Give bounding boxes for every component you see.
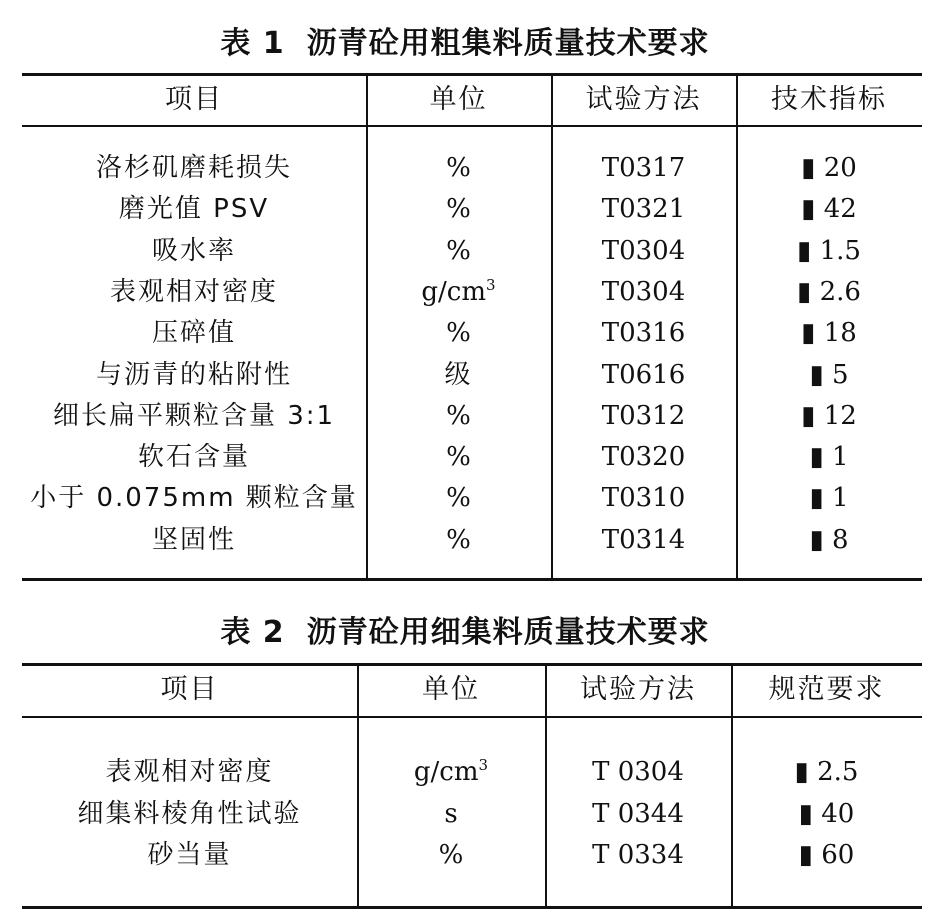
table1-row-method-cell: T0304	[601, 276, 686, 307]
table1-row-method-cell: T0312	[601, 400, 686, 431]
table1-row-item-cell: 洛杉矶磨耗损失	[95, 153, 292, 183]
table1-header-rule	[22, 125, 922, 127]
table1-row-method-cell: T0314	[601, 524, 686, 555]
table2-row-item-cell: 砂当量	[147, 840, 232, 870]
table2-row-unit-cell	[357, 752, 545, 792]
table1-row-method-cell: T0310	[601, 483, 686, 514]
table1-row-method-cell: T0320	[601, 442, 686, 473]
table1-header-item: 项目	[165, 84, 223, 115]
unit-superscript: 3	[478, 756, 489, 774]
table1-row-unit-cell	[366, 148, 551, 188]
table1-row-item-cell: 软石含量	[137, 442, 250, 473]
table2-row-item-cell: 表观相对密度	[105, 757, 274, 787]
table1-row-item-cell: 压碎值	[151, 318, 236, 349]
table2-row-method-cell: T 0344	[592, 798, 684, 829]
unit-text: g/cm	[421, 276, 487, 307]
unit-text: 级	[444, 359, 473, 390]
table1-row-unit-cell	[366, 313, 551, 353]
table1-row-item-cell: 表观相对密度	[109, 276, 278, 307]
unit-text: %	[446, 194, 471, 225]
unit-text: %	[446, 400, 471, 431]
table1-row-item-cell: 吸水率	[151, 235, 236, 266]
table1-row-item-cell: 磨光值 PSV	[118, 194, 270, 225]
unit-text: %	[438, 840, 464, 870]
table1-row-unit-cell	[366, 189, 551, 229]
table2-top-rule	[22, 663, 922, 666]
table2-row-method-cell: T 0304	[592, 757, 684, 787]
table1-top-rule	[22, 73, 922, 76]
table1-row-method-cell: T0304	[601, 235, 686, 266]
table1-row-unit-cell	[366, 231, 551, 271]
table1-row-spec-cell: ▮ 20	[801, 153, 857, 183]
unit-text: s	[444, 798, 458, 829]
table1-header-unit: 单位	[429, 84, 488, 115]
table1-row-method-cell: T0321	[601, 194, 686, 225]
table2-header-rule	[22, 716, 922, 718]
table1-row-method-cell: T0316	[601, 318, 686, 349]
table2-bottom-rule	[22, 906, 922, 909]
table1-row-item-cell: 细长扁平颗粒含量 3:1	[52, 400, 336, 431]
table2-header-spec: 规范要求	[768, 674, 885, 705]
table1-row-spec-cell: ▮ 2.6	[797, 276, 861, 307]
table2-row-unit-cell	[357, 794, 545, 834]
table1-row-item-cell: 小于 0.075mm 颗粒含量	[30, 483, 358, 514]
table1-row-unit-cell	[366, 355, 551, 395]
table1-row-spec-cell: ▮ 12	[801, 400, 857, 431]
table1-number: 表 1	[220, 26, 285, 61]
table1-title	[0, 18, 930, 62]
table1-row-unit-cell	[366, 396, 551, 436]
table1-row-spec-cell: ▮ 1.5	[797, 235, 861, 266]
table1-header-spec: 技术指标	[771, 84, 887, 115]
table1-row-spec-cell: ▮ 8	[809, 524, 849, 555]
table1-row-unit-cell	[366, 272, 551, 312]
table2-row-unit-cell	[357, 835, 545, 875]
table2-number: 表 2	[220, 615, 285, 650]
unit-text: %	[446, 524, 471, 555]
table2-header-method: 试验方法	[580, 674, 696, 705]
table2-header-item: 项目	[160, 674, 219, 705]
table1-row-unit-cell	[366, 478, 551, 518]
table1-row-spec-cell: ▮ 5	[809, 359, 849, 390]
table1-title-text: 沥青砼用粗集料质量技术要求	[306, 26, 710, 61]
unit-text: %	[446, 153, 471, 183]
unit-text: %	[446, 318, 471, 349]
table2-title-text: 沥青砼用细集料质量技术要求	[306, 615, 710, 650]
table1-bottom-rule	[22, 578, 922, 581]
table2-row-spec-cell: ▮ 2.5	[794, 757, 859, 787]
unit-text: %	[446, 483, 471, 514]
table1-row-item-cell: 与沥青的粘附性	[95, 359, 292, 390]
table1-row-unit-cell	[366, 437, 551, 477]
table2-row-method-cell: T 0334	[592, 840, 684, 870]
table2-row-item-cell: 细集料棱角性试验	[77, 798, 302, 829]
table1-row-item-cell: 坚固性	[151, 524, 236, 555]
unit-text: g/cm	[413, 757, 479, 787]
table1-row-method-cell: T0616	[601, 359, 686, 390]
table1-header-method: 试验方法	[585, 84, 702, 115]
table1-row-unit-cell	[366, 520, 551, 560]
unit-text: %	[446, 235, 471, 266]
table2-header-unit: 单位	[422, 674, 480, 705]
table1-row-spec-cell: ▮ 18	[801, 318, 857, 349]
table1-row-spec-cell: ▮ 1	[809, 442, 849, 473]
unit-superscript: 3	[486, 275, 496, 294]
table2-title	[0, 607, 930, 651]
table1-row-spec-cell: ▮ 42	[801, 194, 857, 225]
table1-row-method-cell: T0317	[601, 153, 686, 183]
table2-row-spec-cell: ▮ 60	[798, 840, 855, 870]
unit-text: %	[446, 442, 471, 473]
table2-row-spec-cell: ▮ 40	[798, 798, 855, 829]
table1-row-spec-cell: ▮ 1	[809, 483, 849, 514]
